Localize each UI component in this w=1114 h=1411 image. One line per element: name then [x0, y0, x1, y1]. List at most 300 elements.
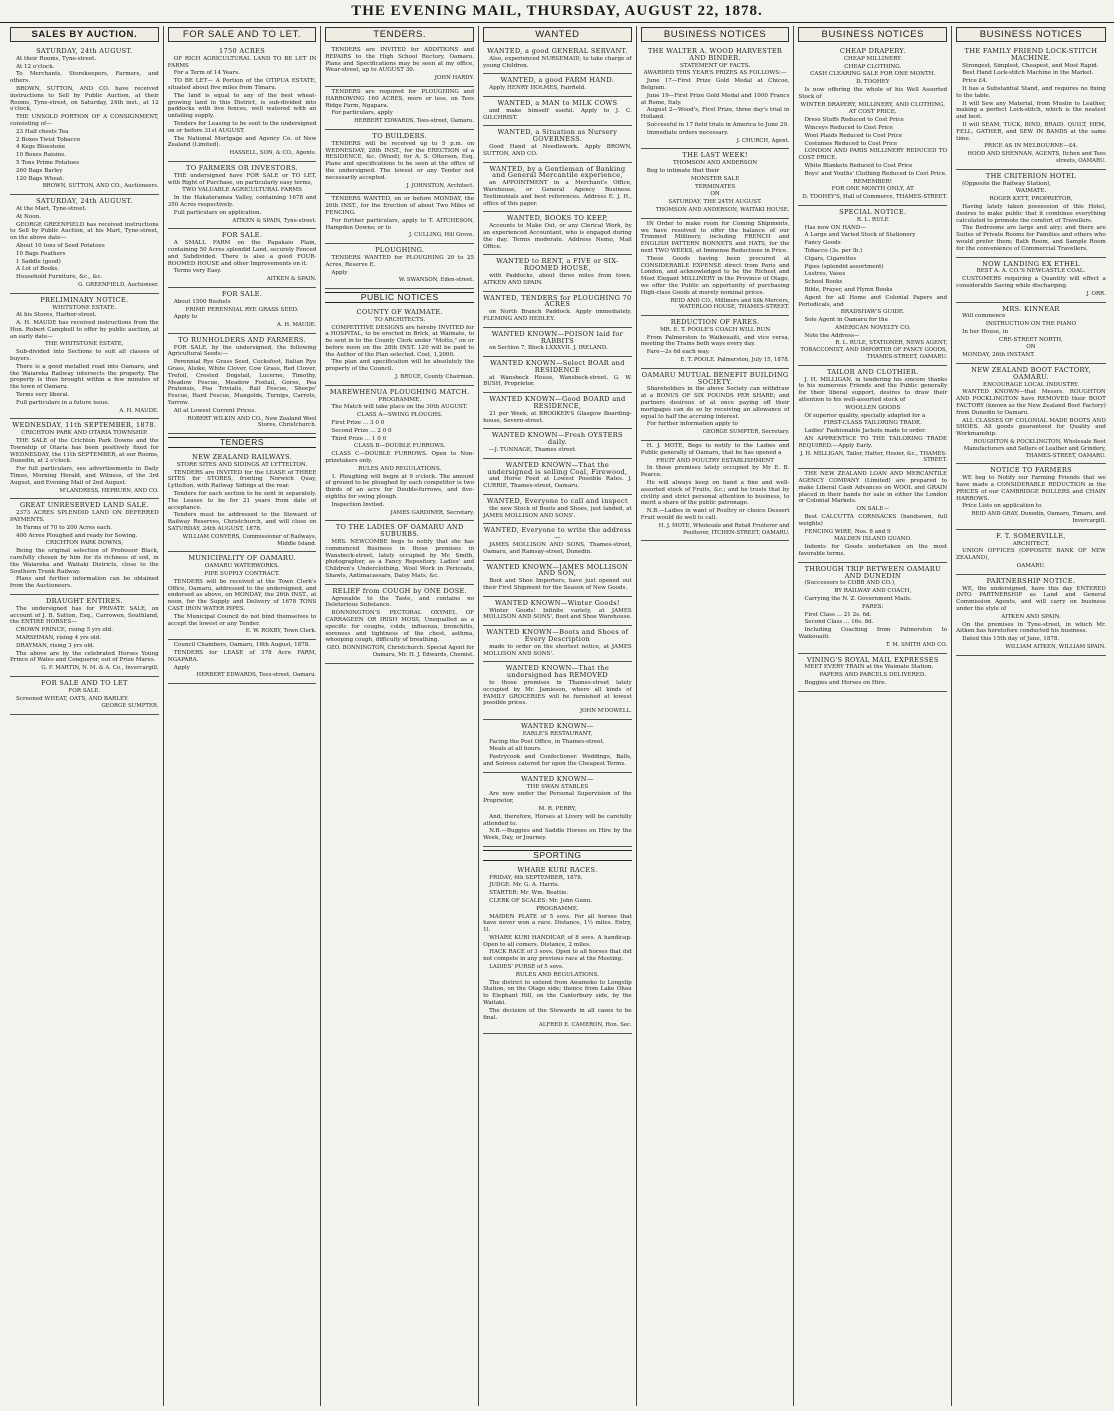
- ad-text: CRICHTON PARK DOWNS,: [45, 540, 124, 547]
- ad-title: VINING'S ROYAL MAIL EXPRESSES: [806, 655, 939, 664]
- ad-text: It will Sew any Material, from Muslin to Leather, making a perfect Lock-stitch, which is the neatest and best.: [956, 100, 1106, 121]
- column-6: [794, 26, 952, 1406]
- ad-text: Fare—2s 6d each way.: [646, 349, 710, 356]
- ad-title: WANTED KNOWN—: [521, 774, 594, 783]
- ad-text: Is now offering the whole of his Well Assorted Stock of: [798, 86, 948, 100]
- ad-text: CLASS A—SWING PLOUGHS.: [356, 412, 443, 419]
- column-heading: SALES BY AUCTION.: [10, 27, 159, 42]
- ad-text: Carrying the N. Z. Government Mails.: [804, 595, 912, 602]
- ad-title: WANTED KNOWN—That the undersigned is selling Coal, Firewood,: [487, 460, 628, 476]
- advertisement: [325, 244, 474, 289]
- ad-text: Facing the Post Office, in Thames-street.: [489, 738, 605, 745]
- ad-text: RULES AND REGULATIONS.: [515, 971, 600, 978]
- advertisement: [483, 163, 632, 213]
- column-heading: BUSINESS NOTICES: [641, 27, 790, 42]
- ad-title: WANTED KNOWN—: [521, 721, 594, 730]
- ad-text: TENDERS will be received at the Town Clerk's Office, Oamaru, addressed to the undersigned, and endorsed as above, on MONDAY, the 26th INST., at noon, for the Supply and Delivery of 1678 TONS CAST IRON WATER PIPES.: [167, 578, 317, 612]
- ad-title: RELIEF from COUGH by ONE DOSE.: [332, 586, 467, 595]
- ad-text: First Class ... 21 2s. 6d.: [804, 611, 872, 618]
- ad-text: RULES AND REGULATIONS.: [358, 465, 442, 472]
- ad-title: OAMARU MUTUAL BENEFIT BUILDING SOCIETY.: [641, 370, 789, 386]
- ad-title: COUNTY OF WAIMATE.: [356, 307, 443, 316]
- advertisement: [325, 194, 474, 244]
- ad-title: THE FAMILY FRIEND LOCK-STITCH MACHINE.: [964, 47, 1098, 62]
- ad-text: THE SALE of the Crichton Park Downs and the Township of Otaria has been positively fixed for WEDNESDAY, the 11th SEPTEMBER, at our Rooms, Dunedin, at 2 o'clock.: [10, 438, 159, 465]
- advertisement: [956, 530, 1106, 575]
- ad-text: TENDERS are INVITED for the LEASE of THREE SITES for STORES, fronting Norwich Quay, Lyttelton, with Railway Sidings at the rear.: [167, 469, 317, 490]
- ad-text: Household Furniture, &c., &c.: [16, 274, 103, 281]
- ad-text: Being the original selection of Professor Black, carefully chosen by him for its richness of soil, in the Waiareka and Waitaki Districts, close to the Southern Trunk Railway.: [10, 548, 159, 575]
- advertisement: [325, 45, 474, 87]
- ad-text: FOR SALE.: [68, 687, 101, 694]
- masthead-title: THE EVENING MAIL, THURSDAY, AUGUST 22, 1878.: [351, 3, 763, 19]
- ad-text: There is a good metalled road into Oamaru, and the Waiareka Railway intersects the property. The property is thus brought within a few minutes of the town of Oamaru.: [10, 363, 159, 391]
- advertisement: [168, 162, 317, 229]
- ad-signature: H. J. MOTE, Wholesale and Retail Fruiterer and Poulterer, ITCHEN-STREET, OAMARU.: [658, 522, 790, 536]
- ad-text: Wool Plaids Reduced to Cost Price: [804, 132, 903, 139]
- ad-title: SATURDAY, 24th AUGUST.: [36, 47, 133, 55]
- ad-text: Meals at all hours.: [489, 746, 542, 753]
- ad-text: FRIDAY, 6th SEPTEMBER, 1878.: [489, 874, 583, 881]
- advertisement: [798, 366, 947, 469]
- ad-text: LADIES' PURSE of 5 sovs.: [489, 964, 564, 971]
- ad-text: OF RICH AGRICULTURAL LAND TO BE LET IN FARMS: [167, 55, 317, 69]
- ad-text: OAMARU WATERWORKS.: [204, 563, 280, 570]
- ad-text: 10 Bags Feathers: [16, 250, 66, 257]
- ad-text: ROGER KETT, PROPRIETOR,: [989, 196, 1073, 203]
- ad-text: Full particulars in a future issue.: [16, 399, 110, 406]
- ad-text: For a Term of 14 Years.: [173, 70, 240, 77]
- ad-text: Ladies' Fashionable Jackets made to order.: [804, 428, 926, 435]
- ad-text: For further information apply to: [646, 421, 738, 428]
- ad-text: Shareholders in the above Society can withdraw at a BONUS OF SIX POUNDS PER SHARE; and partners desirous of at once paying off their mortgages can do so by receiving an allowance of equal to half the accruing interest.: [640, 386, 790, 420]
- advertisement: [483, 97, 632, 126]
- advertisement: [641, 441, 790, 541]
- ad-text: Tenders for each section to be sent in separately. The Leases to be for 21 years from date of acceptance.: [167, 491, 317, 511]
- ad-text: For particulars, apply: [331, 110, 393, 117]
- ad-text: on North Branch Paddock. Apply immediately. FLEMING AND HEDLEY.: [483, 309, 632, 322]
- ad-text: JUDGE: Mr. G. A. Harris.: [489, 882, 560, 889]
- ad-title: THROUGH TRIP BETWEEN OAMARU AND DUNEDIN: [804, 564, 941, 580]
- ad-text: FARES:: [862, 603, 884, 610]
- advertisement: [956, 258, 1106, 303]
- advertisement: [168, 229, 317, 288]
- ad-text: WINTER DRAPERY, MILLINERY, AND CLOTHING,: [800, 101, 946, 108]
- ad-text: At his Stores, Harbor-street.: [16, 312, 97, 319]
- ad-signature: J. ORR.: [1086, 290, 1106, 297]
- ad-text: PRICE AS IN MELBOURNE—£4.: [984, 143, 1078, 150]
- ad-text: 2 Boxes Twist Tobacco: [16, 136, 81, 143]
- ad-text: And, therefore, Horses at Livery will be carefully attended to.: [483, 813, 632, 827]
- ad-text: THE NEW ZEALAND LOAN AND MERCANTILE AGENCY COMPANY (Limited) are prepared to make Liberal Cash Advances on WOOL and GRAIN placed in their hands for sale in either the London or Colonial Markets.: [798, 471, 948, 505]
- ad-title: WANTED KNOWN—Boots and Shoes of Every Description: [486, 628, 629, 643]
- advertisement: [483, 626, 632, 662]
- ad-text: On the premises in Tyne-street, in which Mr. Aitken has heretofore conducted his business.: [956, 621, 1106, 635]
- ad-text: To Merchants, Storekeepers, Farmers, and others.: [10, 71, 159, 85]
- ad-signature: HERBERT EDWARDS, Tees-street, Oamaru.: [196, 672, 317, 679]
- advertisement: [798, 206, 947, 366]
- ad-title: FOR SALE.: [221, 289, 263, 298]
- ad-text: For full particulars, see advertisements in Daily Times, Morning Herald, and Witness, of the 3rd August, and Evening Mail of 2nd August.: [10, 466, 159, 486]
- ad-text: Best Hand Lock-stitch Machine in the Market.: [962, 70, 1094, 77]
- ad-text: Has now ON HAND—: [804, 224, 866, 231]
- ad-text: PRIME PERENNIAL RYE GRASS SEED.: [185, 306, 299, 313]
- advertisement: [483, 459, 632, 495]
- ad-text: (Successors to COBB AND CO.),: [804, 580, 896, 587]
- ad-signature: GEORGE SUMPTER.: [101, 703, 159, 710]
- ad-text: AN APPRENTICE TO THE TAILORING TRADE REQUIRED.—Apply Early.: [798, 436, 948, 449]
- ad-text: PROGRAMME.: [536, 905, 579, 912]
- ad-signature: G. GREENFIELD, Auctioneer.: [78, 281, 159, 288]
- ad-title: WANTED KNOWN—Winter Goods!: [494, 598, 620, 607]
- ad-signature: J. JOHNSTON, Architect.: [406, 182, 475, 189]
- advertisement: [483, 864, 632, 1035]
- ad-signature: GEORGE SUMPTER, Secretary.: [702, 429, 790, 436]
- ad-signature: J. CULLING, Hill Grove.: [409, 232, 475, 239]
- ad-text: SATURDAY, THE 24TH AUGUST.: [668, 199, 762, 206]
- ad-text: R. L. RULE: [856, 216, 889, 223]
- ad-signature: JOHN HARDY.: [434, 75, 475, 82]
- ad-title: TO FARMERS OR INVESTORS.: [186, 163, 299, 172]
- ad-text: Agreeable to the Taste, and contains no Deleterious Substance.: [325, 595, 475, 609]
- ad-text: BY RAILWAY AND COACH,: [834, 588, 912, 595]
- advertisement: [168, 552, 317, 640]
- ad-text: Inspection Invited.: [331, 501, 385, 508]
- ad-text: He will always keep on hand a fine and well-assorted stock of Fruits, &c.; and he trusts that by civility and strict personal attention to business, to merit a share of the public patronage.: [640, 480, 790, 507]
- column-1: [6, 26, 164, 1406]
- ad-title: WANTED, by a Gentleman of Banking and General Mercantile experience,: [489, 164, 626, 180]
- ad-signature: D. TOOHEY'S, Hall of Commerce, THAMES-STREET.: [802, 194, 948, 201]
- ad-title: TO RUNHOLDERS AND FARMERS.: [178, 335, 306, 344]
- ad-signature: W. SWANSON, Eden-street.: [398, 277, 475, 284]
- advertisement: [168, 288, 317, 334]
- section-heading: TENDERS: [168, 437, 317, 448]
- advertisement: [10, 195, 159, 294]
- advertisement: [168, 451, 317, 552]
- column-heading: BUSINESS NOTICES: [956, 27, 1106, 42]
- ad-text: Dress Stuffs Reduced to Cost Price: [804, 117, 904, 124]
- advertisement: [956, 364, 1106, 464]
- ad-text: A Lot of Books.: [16, 266, 60, 273]
- ad-text: Including Coaching from Palmerston to Waikouaiti.: [798, 627, 948, 640]
- ad-text: 1. Ploughing will begin at 9 o'clock. The amount of ground to be ploughed by each competitor is two thirds of an acre for Double-furrows, and five-eighths for swing plough.: [325, 473, 475, 501]
- ad-signature: THOMSON AND ANDERSON, WAITAKI HOUSE.: [655, 206, 790, 213]
- ad-text: FIRST-CLASS TAILORING TRADE.: [823, 420, 922, 427]
- ad-title: NEW ZEALAND BOOT FACTORY, OAMARU.: [971, 366, 1091, 381]
- ad-text: A Large and Varied Stock of Stationery: [804, 232, 916, 239]
- ad-text: Apply: [173, 664, 190, 671]
- ad-text: WE, the undersigned, have this day ENTERED INTO PARTNERSHIP as Land and General Commission Agents, and will carry on business under the style of: [956, 585, 1106, 612]
- ad-text: All at Lowest Current Prices.: [173, 407, 257, 414]
- ad-signature: R. L. RULE, STATIONER, NEWS AGENT, TOBACCONIST, AND IMPORTER OF FANCY GOODS, THAMES-STREET, OAMARU.: [800, 340, 948, 361]
- ad-title: GREAT UNRESERVED LAND SALE.: [19, 501, 149, 510]
- ad-text: Apply HENRY HOLMES, Fairfield.: [489, 85, 587, 92]
- ad-text: Tenders must be addressed to the Steward of Railway Reserves, Christchurch, and will close on SATURDAY, 24th AUGUST, 1878.: [167, 512, 317, 533]
- ad-text: UNION OFFICES (OPPOSITE BANK OF NEW ZEALAND),: [956, 548, 1106, 562]
- ad-text: June 19—First Prize Gold Medal and 1000 Francs at Rome, Italy.: [640, 92, 790, 106]
- advertisement: [483, 597, 632, 626]
- ad-text: BONNINGTON'S PECTORAL OXYMEL OF CARRAGEEN OR IRISH MOSS, Unequalled as a specific for coughs, colds, influenza, bronchitis, soreness and tightness of the chest, asthma, whooping cough, difficulty of breathing.: [325, 610, 475, 644]
- ad-text: Are now under the Personal Supervision of the Proprietor,: [483, 791, 632, 805]
- ad-title: F. T. SOMERVILLE,: [996, 531, 1066, 540]
- ad-text: Pipes (splendid assortment): [804, 263, 884, 270]
- ad-text: M. R. PERRY,: [538, 805, 577, 812]
- column-4: [479, 26, 637, 1406]
- ad-text: Boot and Shoe Importers, have just opened out their First Shipment for the Season of New Goods.: [483, 578, 632, 592]
- ad-text: Sole Agent in Oamaru for the: [804, 317, 888, 324]
- ad-signature: AITKEN & SPAIN, Tyne-street.: [232, 217, 317, 224]
- ad-title: WANTED, a Situation as Nursery GOVERNESS.: [497, 128, 618, 144]
- ad-signature: E. T. POOLE. Palmerston, July 15, 1878.: [680, 357, 790, 364]
- ad-title: THE LAST WEEK!: [682, 151, 748, 160]
- ad-text: CRICHTON PARK AND OTARIA TOWNSHIP.: [21, 430, 148, 437]
- column-heading: FOR SALE AND TO LET.: [168, 27, 317, 42]
- ad-text: In the Hakateramea Valley, containing 1678 and 350 Acres respectively.: [167, 195, 317, 208]
- ad-signature: A. H. MAUDE.: [119, 407, 159, 414]
- ad-signature: G. F. MARTIN, N. M. & A. Co., Invercargill.: [41, 665, 159, 672]
- ad-text: Full particulars on application.: [173, 209, 262, 216]
- ad-text: Fancy Goods: [804, 240, 841, 247]
- ad-title: WANTED, a good GENERAL SERVANT.: [487, 47, 628, 55]
- advertisement: [325, 585, 474, 664]
- advertisement: [10, 45, 159, 195]
- ad-text: Buggies and Horses on Hire.: [804, 679, 887, 686]
- ad-text: AT COST PRICE.: [848, 109, 897, 116]
- ad-text: ARCHITECT,: [1012, 540, 1050, 547]
- advertisement: [798, 654, 947, 692]
- advertisement: [10, 677, 159, 715]
- ad-signature: GEO. BONNINGTON, Christchurch. Special Agent for Oamaru, Mr. H. J. Edwards, Chemist.: [326, 645, 475, 658]
- ad-text: TENDERS are required for PLOUGHING and HARROWING 160 ACRES, more or less, on Tees Ridge Farm, Ngapara.: [325, 88, 475, 109]
- ad-text: Second Class ... 16s. 8d.: [804, 619, 874, 626]
- ad-text: Best CALCUTTA CORNSACKS (handsewn, full weights): [798, 514, 948, 527]
- advertisement: [483, 720, 632, 773]
- ad-text: COMPETITIVE DESIGNS are hereby INVITED for a HOSPITAL, to be erected in Brick, at Waimate, to be sent in to the County Clerk under "Motto," on or before noon on the 28th INST. 120 will be paid to the Author of the Plan selected. Cost, 1,2000.: [325, 324, 475, 358]
- ad-title: MRS. KINNEAR: [1002, 304, 1060, 313]
- ad-text: Winceys Reduced to Cost Price: [804, 124, 893, 131]
- ad-text: About 10 tons of Seed Potatoes: [16, 242, 105, 249]
- ad-text: TERMINATES: [694, 183, 736, 190]
- ad-text: at Wansbeck House, Wansbeck-street. G. W. BUSH, Proprietor.: [483, 374, 632, 388]
- column-2: [164, 26, 322, 1406]
- ad-text: Third Prize ... 1 0 0: [331, 435, 387, 442]
- advertisement: [956, 464, 1106, 529]
- advertisement: [641, 45, 790, 149]
- advertisement: [483, 393, 632, 429]
- advertisement: [168, 334, 317, 434]
- ad-text: The plan and specification will be absolutely the property of the Council.: [325, 359, 475, 373]
- ad-text: TWO VALUABLE AGRICULTURAL FARMS: [182, 187, 302, 194]
- advertisement: [956, 170, 1106, 258]
- ad-text: Plans and further information can be obtained from the Auctioneers.: [10, 576, 159, 590]
- ad-text: Winter Goods! Infinite variety, at JAMES MOLLISON AND SONS', Boot and Shoe Warehouse.: [483, 607, 632, 621]
- ad-text: CRE-STREET NORTH,: [998, 336, 1063, 343]
- ad-text: and make himself useful. Apply to J. C. GILCHRIST.: [483, 107, 632, 121]
- ad-title: WANTED KNOWN—Select BOAR and RESIDENCE: [490, 359, 625, 374]
- ad-title: FOR SALE AND TO LET: [40, 678, 128, 687]
- advertisement: [483, 561, 632, 597]
- ad-title: WANTED to RENT, a FIVE or SIX-ROOMED HOUSE,: [496, 257, 619, 273]
- ad-text: For further particulars, apply to T. AITCHESON, Hampden Downs; or to: [325, 217, 475, 231]
- ad-signature: J. CHURCH, Agent.: [736, 137, 790, 144]
- ad-text: ALL CLASSES OF COLONIAL MADE BOOTS AND SHOES. All goods guaranteed for Quality and Workmanship.: [956, 417, 1106, 438]
- ad-text: At the Mart, Tyne-street.: [16, 205, 87, 212]
- ad-text: PIPE SUPPLY CONTRACT.: [204, 571, 280, 577]
- ad-title: MUNICIPALITY OF OAMARU.: [188, 554, 296, 563]
- advertisement: [325, 386, 474, 522]
- ad-text: Terms very liberal.: [16, 392, 70, 399]
- column-5: [637, 26, 795, 1406]
- ad-text: 4 Kegs Bluestone: [16, 144, 66, 151]
- ad-text: FRUIT AND POULTRY ESTABLISHMENT: [656, 457, 775, 464]
- ad-text: THE SWAN STABLES: [526, 783, 589, 790]
- advertisement: [483, 45, 632, 74]
- ad-signature: BROWN, SUTTON, AND CO., Auctioneers.: [42, 183, 159, 190]
- ad-text: A. H. MAUDE has received instructions from the Hon. Robert Campbell to offer by public auction, at an early date—: [10, 320, 159, 340]
- ad-text: At their Rooms, Tyne-street.: [16, 55, 97, 62]
- ad-text: MRS. NEWCOMBE begs to notify that she has commenced Business in those premises in Wansbeck-street, lately occupied by Mr. Smith, photographer, as a Fancy Repository. Ladies' and Children's Underclothing, Wool Work in Pericoats, Shawls, Antimacassars, Daisy Mats, &c.: [325, 539, 475, 579]
- ad-text: From Palmerston to Waikouaiti, and vice versa, meeting the Trains both ways every day.: [640, 334, 790, 348]
- ad-text: on Section 7, Block LXXXVII. J. IRELAND.: [489, 345, 608, 352]
- ad-text: Of superior quality, specially adapted for a: [804, 412, 926, 419]
- ad-text: 260 Bags Barley: [16, 167, 63, 174]
- ad-signature: J. H. MILLIGAN, Tailor, Hatter, Hosier, &c., THAMES-STREET.: [800, 450, 948, 464]
- ad-text: School Books: [804, 279, 843, 286]
- ad-text: MR. E. T. POOLE'S COACH WILL RUN: [659, 326, 771, 333]
- ad-title: WEDNESDAY, 11th SEPTEMBER, 1878.: [12, 421, 157, 430]
- advertisement: [956, 575, 1106, 656]
- ad-text: BEST A. A. CO.'S NEWCASTLE COAL.: [976, 268, 1086, 275]
- ad-title: FOR SALE.: [221, 231, 263, 240]
- ad-text: BRADSHAW'S GUIDE.: [840, 309, 905, 316]
- ad-signature: WILLIAM CONYERS, Commissioner of Railways, Middle Island.: [182, 533, 317, 547]
- advertisement: [168, 640, 317, 684]
- ad-signature: REID AND GRAY, Dunedin, Oamaru, Timaru, and Invercargill.: [971, 511, 1106, 525]
- advertisement: [10, 419, 159, 499]
- ad-text: TENDERS WANTED for PLOUGHING 20 to 25 Acres, Reserve E.: [325, 254, 475, 268]
- ad-text: 10 Boxes Raisins.: [16, 152, 66, 159]
- advertisement: [956, 303, 1106, 365]
- advertisement: [10, 595, 159, 677]
- ad-text: Indents for Goods undertaken on the most favorable terms.: [798, 544, 948, 557]
- ad-signature: HERBERT EDWARDS, Tees-street, Oamaru.: [354, 118, 475, 125]
- ad-text: Good Hand at Needlework. Apply BROWN, SUTTON, AND CO.: [483, 143, 632, 157]
- ad-text: AWARDED THIS YEAR'S PRIZES AS FOLLOWS:—: [643, 70, 787, 77]
- ad-signature: AITKEN & SPAIN.: [266, 276, 317, 283]
- advertisement: [483, 357, 632, 393]
- ad-signature: ALFRED E. CAMERON, Hon. Sec.: [538, 1022, 632, 1029]
- ad-text: Apply: [331, 269, 348, 276]
- ad-text: N.B.—Buggies and Saddle Horses on Hire by the Week, Day, or Journey.: [483, 828, 632, 842]
- ad-title: THE WALTER A. WOOD HARVESTER AND BINDER.: [647, 47, 783, 62]
- ad-text: Sub-divided into Sections to suit all classes of buyers.: [10, 349, 159, 363]
- ad-text: Successful in 17 field trials in America to June 29.: [646, 121, 789, 128]
- ad-text: Apply to: [173, 314, 198, 321]
- ad-signature: ROBERT WILKIN AND CO., New Zealand Wool Stores, Christchurch.: [187, 415, 317, 429]
- ad-title: WANTED, BOOKS TO KEEP,: [506, 214, 608, 223]
- ad-text: to those premises in Thames-street lately occupied by Mr. Jamieson, where all kinds of FAMILY GROCERIES will be furnished at lowest possible prices.: [483, 679, 632, 707]
- ad-text: GEORGE GREENFIELD has received instructions to Sell by Public Auction, at his Mart, Tyne-street, on the above date—: [10, 221, 159, 242]
- ad-text: Beg to intimate that their: [646, 167, 720, 174]
- ad-title: TO THE LADIES OF OAMARU AND SUBURBS.: [335, 523, 464, 539]
- ad-text: 5 Tons Prime Potatoes: [16, 159, 80, 166]
- ad-text: Immediate orders necessary.: [646, 129, 729, 136]
- ad-title: WANTED, Everyone to call and inspect: [486, 497, 628, 506]
- ad-text: CLERK OF SCALES: Mr. John Gunn.: [489, 897, 592, 904]
- ad-title: PRELIMINARY NOTICE.: [40, 295, 129, 304]
- ad-text: Second Prize ... 2 0 0: [331, 427, 392, 434]
- ad-text: White Blankets Reduced to Cost Price: [804, 162, 913, 169]
- ad-text: WANTED KNOWN—that Messrs. ROUGHTON AND POCKLINGTON have REMOVED their BOOT FACTORY (known as the New Zealand Boot Factory) from Dunedin to Oamaru.: [956, 389, 1106, 416]
- ad-title: TAILOR AND CLOTHIER.: [826, 367, 919, 376]
- advertisement: [10, 499, 159, 595]
- ad-text: PAPERS AND PARCELS DELIVERED.: [819, 672, 926, 679]
- ad-text: 400 Acres Ploughed and ready for Sowing.: [16, 532, 138, 539]
- ad-text: Having lately taken possession of this Hotel, desires to make public that it combines everything calculated to promote the comfort of Travellers.: [956, 203, 1106, 224]
- advertisement: [641, 316, 790, 369]
- advertisement: [483, 662, 632, 720]
- ad-title: SATURDAY, 24th AUGUST.: [36, 197, 133, 206]
- ad-text: STATEMENT OF FACTS.: [680, 62, 751, 69]
- ad-text: CHEAP CLOTHING.: [844, 63, 902, 70]
- advertisement: [168, 45, 317, 162]
- ad-text: TO ARCHITECTS.: [374, 316, 426, 323]
- section-heading: PUBLIC NOTICES: [325, 292, 474, 303]
- ad-text: The land is equal to any of the best wheat-growing land in this District, is sub-divided into paddocks with live fences, well watered with an unfailing supply.: [167, 92, 317, 120]
- ad-text: made to order on the shortest notice, at JAMES MOLLISON AND SONS'.: [483, 643, 632, 657]
- ad-text: CLASS C—DOUBLE FURROWS. Open to Non-prizetakers only.: [325, 451, 475, 465]
- advertisement: [483, 74, 632, 97]
- ad-text: —J. TUNNAGE, Thames street.: [489, 447, 577, 454]
- ad-text: MEET EVERY TRAIN at the Waimate Station.: [804, 664, 934, 671]
- advertisement: [641, 369, 790, 441]
- ad-text: REMEMBER!: [853, 178, 893, 185]
- ad-text: Dated this 15th day of June, 1878.: [962, 636, 1060, 643]
- ad-text: Will commence: [962, 313, 1006, 320]
- ad-title: WANTED KNOWN—Good BOARD and RESIDENCE,: [489, 395, 626, 411]
- ad-text: These Goods having been procured at CONSIDERABLE EXPENSE direct from Paris and London, and acknowledged to be the Richest and Most Elegant MILLINERY in the Province of Otago, we offer the Public an opportunity of purchasing High-class Goods at merely nominal prices.: [640, 255, 790, 296]
- ad-title: NOTICE TO FARMERS: [990, 466, 1072, 475]
- ad-text: CUSTOMERS requiring a Quantity will effect a considerable Saving while discharging.: [956, 276, 1106, 289]
- ad-text: CROWN PRINCE, rising 5 yrs old.: [16, 627, 113, 634]
- ad-text: MONSTER SALE: [690, 175, 740, 182]
- ad-text: The National Mortgage and Agency Co. of New Zealand (Limited).: [167, 135, 317, 149]
- advertisement: [483, 773, 632, 847]
- ad-text: (Opposite the Railway Station),: [962, 180, 1052, 187]
- ad-text: CLASS B—DOUBLE FURROWS.: [354, 443, 446, 450]
- ad-text: The Match will take place on the 30th AUGUST.: [331, 404, 468, 411]
- ad-text: TENDERS will be received up to 5 p.m. on WEDNESDAY, 28th INST., for the ERECTION of a RESIDENCE, &c. (Wood), for A. S. Otterson, Esq. Plans and specifications to be seen at the office of the undersigned. The lowest or any Tender not necessarily accepted.: [325, 140, 475, 181]
- ad-text: The decision of the Stewards in all cases to be final.: [483, 1007, 632, 1021]
- ad-text: THE UNSOLD PORTION OF A CONSIGNMENT, consisting of—: [10, 114, 159, 127]
- ad-text: DRAYMAN, rising 3 yrs old.: [16, 642, 95, 649]
- ad-text: TENDERS for LEASE of 378 Acre FARM, NGAPARA.: [167, 649, 317, 663]
- ad-text: INSTRUCTION ON THE PIANO: [985, 321, 1077, 328]
- ad-text: BROWN, SUTTON, AND CO. have received instructions to Sell by Public Auction, at their Rooms, Tyne-street, on Saturday, 24th inst., at 12 o'clock,: [10, 85, 159, 113]
- advertisement: [483, 126, 632, 162]
- ad-text: AMERICAN NOVELTY CO.: [835, 324, 911, 331]
- ad-title: 1750 ACRES: [219, 47, 266, 55]
- ad-text: OAMARU.: [1016, 563, 1046, 569]
- ad-signature: HASSELL, SON, & CO., Agents.: [229, 150, 317, 157]
- advertisement: [483, 495, 632, 524]
- ad-text: ON: [1026, 344, 1036, 351]
- ad-title: SPECIAL NOTICE.: [839, 207, 907, 216]
- ad-text: Price £4.: [962, 78, 988, 85]
- ad-title: NEW ZEALAND RAILWAYS.: [192, 453, 293, 462]
- masthead: [0, 0, 1114, 23]
- ad-title: TO BUILDERS.: [372, 131, 427, 140]
